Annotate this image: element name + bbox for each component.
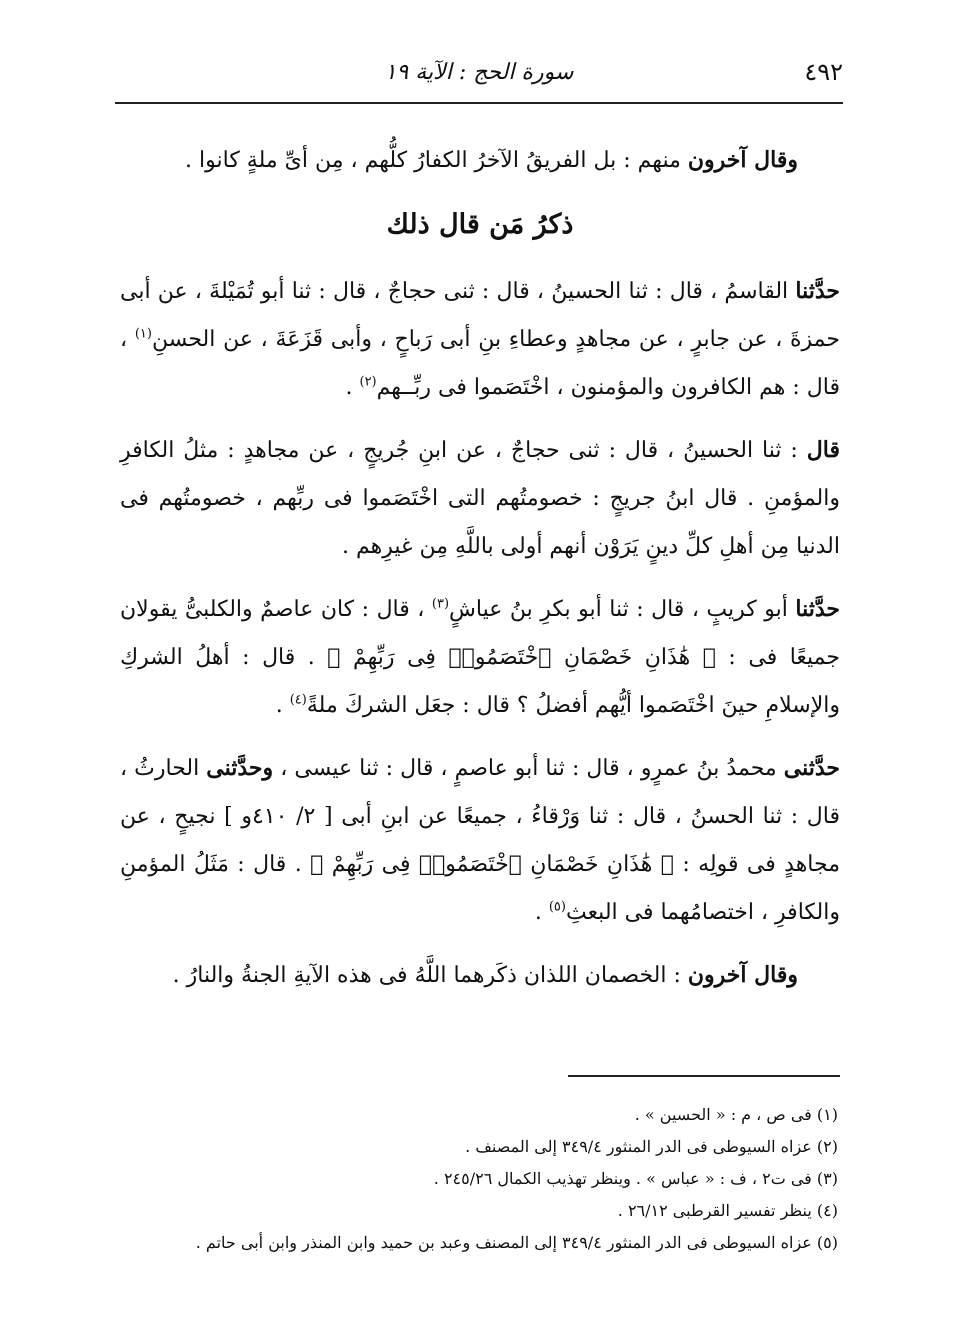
footnote-marker: (١) xyxy=(134,326,152,342)
report-lead-secondary: وحدَّثنى xyxy=(206,755,274,781)
report-text: ، قال : هم الكافرون والمؤمنون ، اخْتَصَموا فى ربِّــهم xyxy=(120,327,840,400)
report-text: الحارثُ ، قال : ثنا الحسنُ ، قال : ثنا وَرْقاءُ ، جميعًا عن ابنِ أبى [ ٢/ ٤١٠و ] نجيحٍ ، عن مجاهدٍ فى قولِه : ﴿ هَٰذَانِ خَصْمَانِ ٱخْتَصَمُوا۟ فِى رَبِّهِمْ ﴾ . قال : مَثَلُ المؤمنِ والكافرِ ، اختصامُهما فى البعثِ xyxy=(120,756,841,925)
footnote-item: (٢) عزاه السيوطى فى الدر المنثور ٣٤٩/٤ إلى المصنف . xyxy=(465,1137,838,1156)
report-text: . xyxy=(345,375,360,400)
report-text: . xyxy=(275,693,290,718)
closing-paragraph xyxy=(120,951,840,1000)
footnote-marker: (٣) xyxy=(431,596,450,612)
paragraph-text: منهم : بل الفريقُ الآخرُ الكفارُ كلُّهم ، مِن أىِّ ملةٍ كانوا . xyxy=(185,148,688,173)
report-lead: حدَّثنا xyxy=(795,278,840,304)
report-paragraph-1 xyxy=(120,267,840,412)
report-text: القاسمُ ، قال : ثنا الحسينُ ، قال : ثنى حجاجٌ ، قال : ثنا أبو تُمَيْلةَ ، عن أبى حمزةَ ، عن جابرٍ ، عن مجاهدٍ وعطاءِ بنِ أبى رَباحٍ ، وأبى قَزَعَةَ ، عن الحسنِ xyxy=(120,279,841,352)
header-divider xyxy=(115,102,843,104)
report-text: . xyxy=(534,900,549,925)
running-title: سورة الحج : الآية ١٩ xyxy=(384,60,574,85)
report-lead: حدَّثنى xyxy=(783,755,840,781)
footnote-marker: (٤) xyxy=(289,692,307,708)
report-text: أبو كريبٍ ، قال : ثنا أبو بكرِ بنُ عياشٍ xyxy=(449,597,796,622)
report-paragraph-4 xyxy=(120,744,840,937)
footnotes xyxy=(120,1100,838,1260)
page-number: ٤٩٢ xyxy=(804,58,843,86)
footnote-item: (٣) فى ت٢ ، ف : « عباس » . وينظر تهذيب الكمال ٢٤٥/٢٦ . xyxy=(433,1169,838,1188)
report-text: محمدُ بنُ عمرٍو ، قال : ثنا أبو عاصمٍ ، قال : ثنا عيسى ، xyxy=(273,756,784,781)
report-text: ، قال : كان عاصمٌ والكلبىُّ يقولان جميعًا فى : ﴿ هَٰذَانِ خَصْمَانِ ٱخْتَصَمُوا۟ فِى رَبِّهِمْ ﴾ . قال : أهلُ الشركِ والإسلامِ حينَ اخْتَصَموا أيُّهم أفضلُ ؟ قال : جعَل الشركَ ملةً xyxy=(120,597,840,718)
footnote-item: (٥) عزاه السيوطى فى الدر المنثور ٣٤٩/٤ إلى المصنف وعبد بن حميد وابن المنذر وابن أبى حاتم . xyxy=(195,1233,838,1252)
footnote-item: (١) فى ص ، م : « الحسين » . xyxy=(634,1105,838,1124)
opening-paragraph xyxy=(120,136,840,185)
page-header xyxy=(115,52,843,96)
report-lead: حدَّثنا xyxy=(795,596,840,622)
section-heading: ذكرُ مَن قال ذلك xyxy=(386,209,574,240)
report-lead: قال xyxy=(806,437,840,463)
footnote-marker: (٢) xyxy=(359,374,377,390)
main-text xyxy=(120,136,840,1014)
report-paragraph-3 xyxy=(120,585,840,730)
paragraph-lead: وقال آخرون xyxy=(687,962,798,988)
report-text: : ثنا الحسينُ ، قال : ثنى حجاجٌ ، عن ابنِ جُريجٍ ، عن مجاهدٍ : مثلُ الكافرِ والمؤمنِ . قال ابنُ جريجٍ : خصومتُهم التى اخْتَصَموا فى ربِّهم ، خصومتُهم فى الدنيا مِن أهلِ كلِّ دينٍ يَرَوْن أنهم أولى باللَّهِ مِن غيرِهم . xyxy=(120,438,840,559)
footnote-divider xyxy=(568,1075,840,1077)
footnote-item: (٤) ينظر تفسير القرطبى ٢٦/١٢ . xyxy=(617,1201,838,1220)
footnote-marker: (٥) xyxy=(548,899,566,915)
report-paragraph-2 xyxy=(120,426,840,571)
paragraph-lead: وقال آخرون xyxy=(687,147,798,173)
paragraph-text: : الخصمان اللذان ذكَرهما اللَّهُ فى هذه الآيةِ الجنةُ والنارُ . xyxy=(172,963,688,988)
